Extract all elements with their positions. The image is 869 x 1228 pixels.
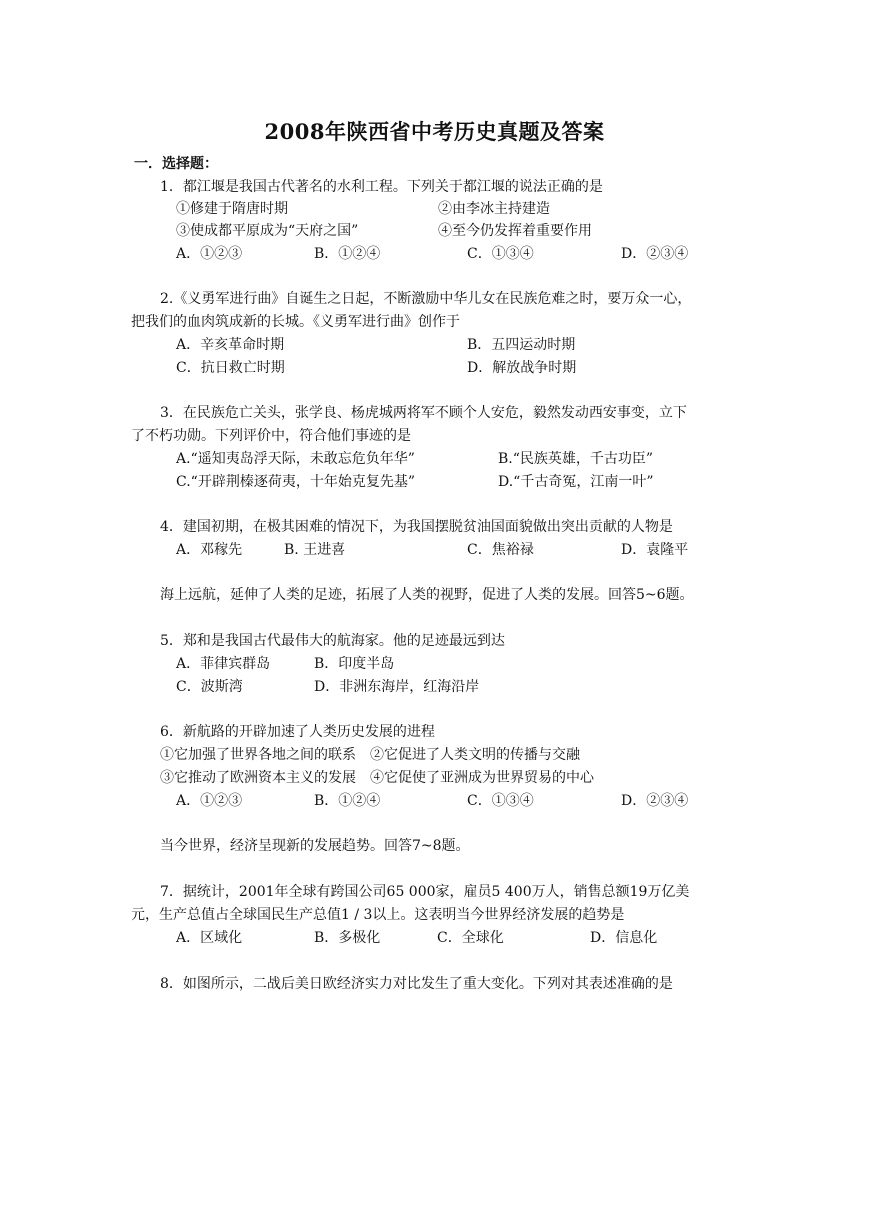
question-3-option-b: B.“民族英雄，千古功臣” <box>498 451 654 467</box>
question-4-stem: 4．建国初期，在极其困难的情况下，为我国摆脱贫油国面貌做出突出贡献的人物是 <box>160 519 673 535</box>
question-3-option-a: A.“遥知夷岛浮天际，未敢忘危负年华” <box>176 451 415 467</box>
question-1-statement-1: ①修建于隋唐时期 <box>176 201 288 217</box>
question-1-option-c: C．①③④ <box>467 246 534 262</box>
question-3-stem-line-2: 了不朽功勋。下列评价中，符合他们事迹的是 <box>131 428 411 444</box>
question-1-option-a: A．①②③ <box>176 246 243 262</box>
material-intro-5-6: 海上远航，延伸了人类的足迹，拓展了人类的视野，促进了人类的发展。回答5~6题。 <box>160 587 694 603</box>
question-3-option-d: D.“千古奇冤，江南一叶” <box>498 474 654 490</box>
question-6-statements-1-2: ①它加强了世界各地之间的联系 ②它促进了人类文明的传播与交融 <box>160 747 580 763</box>
question-5-option-b: B．印度半岛 <box>314 656 395 672</box>
question-1-stem: 1．都江堰是我国古代著名的水利工程。下列关于都江堰的说法正确的是 <box>160 179 603 195</box>
question-6-option-b: B．①②④ <box>314 793 381 809</box>
question-5-option-c: C．波斯湾 <box>176 679 243 695</box>
question-4-option-b: B. 王进喜 <box>284 542 346 558</box>
question-1-option-b: B．①②④ <box>314 246 381 262</box>
question-4-option-c: C．焦裕禄 <box>467 542 534 558</box>
question-7-option-b: B．多极化 <box>314 930 381 946</box>
question-6-option-c: C．①③④ <box>467 793 534 809</box>
question-1-statement-3: ③使成都平原成为“天府之国” <box>176 223 359 239</box>
question-2-option-b: B．五四运动时期 <box>467 337 576 353</box>
question-6-option-d: D．②③④ <box>621 793 689 809</box>
question-4-option-a: A．邓稼先 <box>176 542 243 558</box>
question-2-stem-line-2: 把我们的血肉筑成新的长城。《义勇军进行曲》创作于 <box>131 314 460 330</box>
question-1-statement-4: ④至今仍发挥着重要作用 <box>438 223 592 239</box>
question-2-option-d: D．解放战争时期 <box>467 360 577 376</box>
question-1-statement-2: ②由李冰主持建造 <box>438 201 550 217</box>
question-5-option-d: D．非洲东海岸，红海沿岸 <box>314 679 480 695</box>
question-2-option-a: A．辛亥革命时期 <box>176 337 285 353</box>
question-7-option-d: D．信息化 <box>590 930 658 946</box>
question-7-option-a: A．区域化 <box>176 930 243 946</box>
question-6-stem: 6．新航路的开辟加速了人类历史发展的进程 <box>160 724 435 740</box>
question-3-stem-line-1: 3．在民族危亡关头，张学良、杨虎城两将军不顾个人安危，毅然发动西安事变，立下 <box>160 405 687 421</box>
question-2-option-c: C．抗日救亡时期 <box>176 360 285 376</box>
question-7-stem-line-2: 元，生产总值占全球国民生产总值1 / 3以上。这表明当今世界经济发展的趋势是 <box>131 907 625 923</box>
question-1-option-d: D．②③④ <box>621 246 689 262</box>
question-2-stem-line-1: 2.《义勇军进行曲》自诞生之日起，不断激励中华儿女在民族危难之时，要万众一心， <box>160 291 692 307</box>
page-title: 2008年陕西省中考历史真题及答案 <box>264 119 605 144</box>
question-4-option-d: D．袁隆平 <box>621 542 689 558</box>
question-5-option-a: A．菲律宾群岛 <box>176 656 271 672</box>
question-8-stem: 8．如图所示，二战后美日欧经济实力对比发生了重大变化。下列对其表述准确的是 <box>160 976 673 992</box>
question-7-stem-line-1: 7．据统计，2001年全球有跨国公司65 000家，雇员5 400万人，销售总额19万亿美 <box>160 884 690 900</box>
question-3-option-c: C.“开辟荆榛逐荷夷，十年始克复先基” <box>176 474 415 490</box>
question-7-option-c: C．全球化 <box>437 930 504 946</box>
material-intro-7-8: 当今世界，经济呈现新的发展趋势。回答7~8题。 <box>160 838 470 854</box>
question-6-option-a: A．①②③ <box>176 793 243 809</box>
question-5-stem: 5．郑和是我国古代最伟大的航海家。他的足迹最远到达 <box>160 633 505 649</box>
question-6-statements-3-4: ③它推动了欧洲资本主义的发展 ④它促使了亚洲成为世界贸易的中心 <box>160 770 594 786</box>
section-heading: 一．选择题： <box>134 156 218 172</box>
